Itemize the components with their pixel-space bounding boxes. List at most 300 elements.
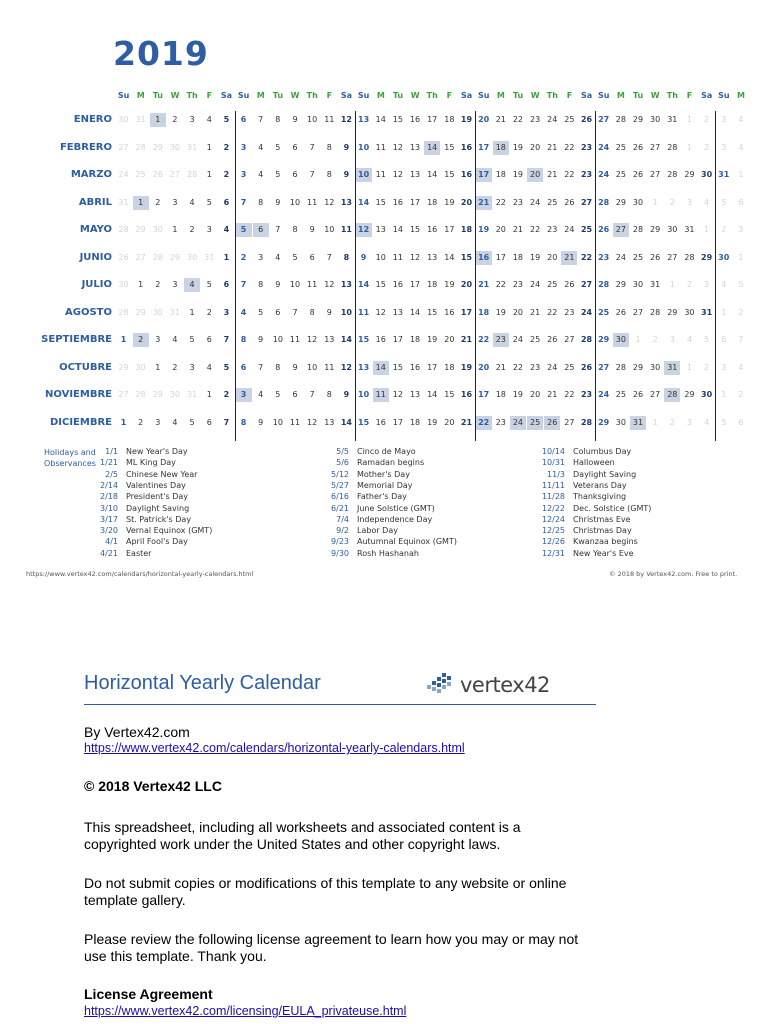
calendar-day: 3 [240,142,247,152]
weekday-header: M [376,91,385,100]
calendar-day-adjacent: 30 [118,280,129,289]
footer-url[interactable]: https://www.vertex42.com/calendars/horizontal-yearly-calendars.html [26,570,254,578]
calendar-day: 31 [701,307,713,317]
calendar-day: 23 [598,252,610,262]
calendar-day: 15 [375,197,386,207]
calendar-day-adjacent: 31 [118,197,129,207]
month-label: DICIEMBRE [49,416,112,428]
calendar-day: 15 [375,280,386,289]
calendar-day: 26 [564,197,575,207]
calendar-day: 18 [460,225,473,234]
calendar-day-adjacent: 2 [738,307,744,317]
holiday-item [317,525,398,536]
calendar-day: 14 [373,361,389,375]
holiday-item [317,548,419,559]
calendar-day: 15 [392,115,403,124]
calendar-day: 1 [120,335,127,344]
holiday-name: Easter [126,548,152,558]
calendar-day-adjacent: 28 [135,142,146,152]
holiday-item [533,514,631,525]
calendar-day: 7 [223,417,230,427]
calendar-day: 25 [527,416,543,430]
calendar-day: 21 [561,251,577,265]
calendar-day: 16 [444,307,455,317]
calendar-day: 4 [240,307,247,317]
calendar-day: 31 [684,225,695,234]
holiday-item [533,548,634,559]
calendar-day: 6 [275,307,281,317]
holiday-name: Veterans Day [573,480,627,490]
calendar-day-adjacent: 27 [135,252,146,262]
calendar-day: 9 [292,362,298,372]
weekday-header: Tu [512,91,524,100]
calendar-day: 17 [460,307,473,317]
calendar-day-adjacent: 6 [738,197,744,207]
holiday-date: 5/27 [331,480,349,490]
calendar-year: 2019 [113,34,209,73]
calendar-day: 28 [664,388,680,402]
calendar-day-adjacent: 29 [118,362,129,372]
calendar-day: 20 [460,197,473,207]
holiday-name: Memorial Day [357,480,413,490]
vertex42-logo [427,669,550,701]
holiday-name: President's Day [126,492,189,502]
calendar-day: 6 [253,223,269,237]
calendar-day: 9 [343,142,350,152]
calendar-day: 15 [427,307,438,317]
calendar-day-adjacent: 1 [721,390,727,399]
calendar-day: 8 [292,225,298,234]
calendar-day: 16 [427,225,438,234]
calendar-day: 22 [495,197,506,207]
calendar-day: 26 [632,390,644,399]
calendar-day: 2 [223,390,230,399]
calendar-day: 3 [223,307,230,317]
calendar-day-adjacent: 3 [721,142,727,152]
calendar-day-adjacent: 1 [652,197,658,207]
holiday-name: Valentines Day [126,480,186,490]
month-label: NOVIEMBRE [45,389,112,400]
calendar-day: 21 [530,307,541,317]
calendar-day: 1 [155,362,161,372]
holiday-item [533,469,636,480]
license-link[interactable]: https://www.vertex42.com/licensing/EULA_privateuse.html [84,1004,407,1018]
calendar-day: 13 [409,390,421,399]
calendar-day: 29 [684,170,695,179]
calendar-day: 4 [258,390,264,399]
calendar-day: 5 [275,390,281,399]
calendar-day: 6 [223,280,230,289]
calendar-day-adjacent: 28 [152,252,163,262]
calendar-day: 17 [478,390,490,399]
calendar-day: 12 [356,223,372,237]
calendar-day-adjacent: 1 [686,115,692,124]
calendar-day: 10 [289,197,301,207]
calendar-day: 1 [120,417,127,427]
weekday-header: W [170,91,180,100]
holiday-date: 1/1 [105,447,118,456]
calendar-day: 17 [427,115,438,124]
calendar-day: 8 [326,390,332,399]
calendar-day: 12 [307,335,318,344]
holiday-item [86,525,212,536]
holiday-name: Cinco de Mayo [357,447,416,456]
info-paragraph-1: This spreadsheet, including all worksheets and associated content is a copyrighted work under the United States and other copyright laws. [84,819,521,852]
month-label: JUNIO [79,251,112,263]
weekday-header: Tu [152,91,163,100]
holiday-name: Thanksgiving [573,492,627,502]
holiday-date: 2/18 [100,492,118,502]
calendar-day: 1 [138,280,144,289]
calendar-day: 11 [307,197,318,207]
holiday-item [317,491,407,502]
weekday-header: Tu [392,91,404,100]
calendar-day: 30 [718,252,730,262]
holidays-title: Holidays and Observances [44,448,96,468]
calendar-day-adjacent: 28 [118,307,129,317]
calendar-day-adjacent: 25 [135,170,146,179]
calendar-day: 30 [667,225,678,234]
month-label: MAYO [79,224,112,235]
calendar-day-adjacent: 30 [152,307,163,317]
calendar-day: 11 [324,362,335,372]
holiday-name: Rosh Hashanah [357,548,419,558]
calendar-day: 26 [564,280,575,289]
calendar-day: 20 [530,142,541,152]
calendar-day: 23 [547,225,558,234]
holiday-name: Father's Day [357,492,407,502]
calendar-day: 31 [630,416,646,430]
calendar-day-adjacent: 1 [686,362,692,372]
calendar-day: 20 [444,417,455,427]
calendar-day: 28 [580,335,593,344]
weekday-header: F [686,91,693,100]
calendar-day: 18 [409,335,421,344]
calendar-day: 24 [615,252,626,262]
calendar-day: 19 [512,170,524,179]
month-label: ENERO [73,114,112,125]
weekday-header: Sa [340,91,353,100]
calendar-day: 8 [343,252,350,262]
holiday-name: New Year's Day [126,447,188,456]
holiday-name: New Year's Eve [573,548,634,558]
holiday-date: 5/6 [336,458,349,468]
calendar-day: 4 [258,170,264,179]
holiday-date: 5/5 [336,447,349,456]
calendar-day: 2 [138,417,144,427]
calendar-day: 4 [258,142,264,152]
calendar-day: 3 [189,362,195,372]
calendar-day: 26 [580,362,593,372]
calendar-day-adjacent: 31 [187,142,198,152]
calendar-day: 24 [530,197,541,207]
weekday-header: Su [117,91,130,100]
calendar-day: 15 [358,417,370,427]
calendar-day: 13 [324,335,335,344]
calendar-day-adjacent: 1 [721,307,727,317]
calendar-day: 2 [206,307,212,317]
calendar-day: 14 [358,280,370,289]
calendar-day: 28 [667,142,678,152]
calendar-day-adjacent: 31 [135,115,146,124]
holiday-item [86,457,176,468]
holiday-date: 11/28 [541,492,565,502]
calendar-day: 2 [240,252,247,262]
calendar-day-adjacent: 6 [738,417,744,427]
calendar-day: 6 [292,390,298,399]
calendar-day: 10 [356,168,372,182]
calendar-day: 13 [358,115,370,124]
calendar-day: 12 [409,252,421,262]
calendar-day: 10 [358,390,370,399]
calendar-day: 16 [375,417,386,427]
calendar-day: 2 [223,170,230,179]
holiday-date: 7/4 [336,514,349,524]
calendar-day: 23 [530,115,541,124]
calendar-day: 27 [613,223,629,237]
calendar-day: 18 [495,170,506,179]
holiday-item [317,503,435,514]
calendar-day: 16 [409,362,421,372]
info-link[interactable]: https://www.vertex42.com/calendars/horizontal-yearly-calendars.html [84,741,465,755]
calendar-day-adjacent: 3 [686,197,692,207]
weekday-header: W [530,91,540,100]
calendar-day: 7 [309,390,315,399]
weekday-header: Su [598,91,610,100]
calendar-day: 9 [275,197,281,207]
holiday-date: 3/10 [100,503,118,513]
calendar-day: 31 [718,170,730,179]
holiday-date: 10/14 [541,447,565,456]
holiday-name: Ramadan begins [357,458,425,468]
month-label: JULIO [81,279,112,290]
holiday-date: 12/31 [541,548,565,558]
calendar-day: 28 [598,280,610,289]
calendar-day: 1 [206,170,212,179]
holiday-item [533,480,627,491]
calendar-day-adjacent: 2 [704,142,710,152]
calendar-day: 5 [292,252,298,262]
calendar-day-adjacent: 1 [686,142,692,152]
holiday-date: 10/31 [541,458,565,468]
calendar-day: 24 [547,115,558,124]
calendar-day: 5 [236,223,252,237]
calendar-day: 18 [493,141,509,155]
holiday-name: St. Patrick's Day [126,514,192,524]
calendar-day: 12 [340,362,352,372]
calendar-day: 18 [495,390,506,399]
calendar-day: 6 [240,362,247,372]
holiday-item [317,457,424,468]
calendar-day: 5 [223,115,230,124]
calendar-day: 17 [392,335,403,344]
calendar-day: 20 [495,225,506,234]
calendar-day: 25 [564,362,575,372]
calendar-day-adjacent: 31 [169,307,181,317]
calendar-day: 25 [632,252,644,262]
calendar-day-adjacent: 4 [738,362,744,372]
calendar-day: 2 [133,333,149,347]
calendar-day: 20 [512,307,524,317]
calendar-day: 11 [340,225,352,234]
calendar-day: 29 [632,115,644,124]
calendar-day: 29 [650,225,661,234]
holiday-date: 11/11 [541,480,565,490]
calendar-day: 12 [375,307,386,317]
calendar-day: 14 [444,252,455,262]
calendar-day-adjacent: 29 [152,142,163,152]
calendar-day: 16 [460,390,473,399]
calendar-day: 27 [667,252,678,262]
calendar-day: 3 [240,170,247,179]
calendar-day: 26 [650,252,661,262]
calendar-day: 11 [392,252,403,262]
holiday-name: Daylight Saving [126,503,190,513]
calendar-day: 23 [580,390,593,399]
calendar-day-adjacent: 27 [118,390,129,399]
calendar-day: 19 [512,142,524,152]
calendar-day: 20 [547,252,558,262]
calendar-day: 18 [512,252,524,262]
calendar-day: 24 [580,307,593,317]
calendar-day: 26 [547,335,558,344]
calendar-day: 4 [189,197,195,207]
holiday-item [86,548,151,559]
calendar-day: 18 [478,307,490,317]
calendar-day: 13 [358,362,370,372]
calendar-day-adjacent: 2 [704,115,710,124]
month-label: AGOSTO [65,306,112,318]
calendar-day-adjacent: 29 [135,225,146,234]
calendar-day-adjacent: 4 [704,417,710,427]
calendar-day: 17 [409,280,421,289]
calendar-day: 24 [598,390,610,399]
calendar-day: 19 [427,417,438,427]
weekday-header: Su [237,91,250,100]
weekday-header: Sa [220,91,233,100]
calendar-day: 15 [460,252,473,262]
calendar-day: 2 [155,197,161,207]
calendar-day: 20 [444,335,455,344]
calendar-day: 22 [495,280,506,289]
holiday-name: Labor Day [357,526,398,536]
calendar-day: 30 [684,307,695,317]
calendar-day: 19 [460,115,473,124]
holiday-item [86,503,189,514]
calendar-day: 17 [478,142,490,152]
holiday-date: 12/26 [541,537,565,547]
calendar-day: 15 [444,170,455,179]
calendar-day: 1 [172,225,178,234]
calendar-day: 27 [598,115,610,124]
calendar-day: 7 [309,142,315,152]
calendar-day: 17 [476,168,492,182]
calendar-day: 1 [133,196,149,210]
calendar-day: 5 [189,335,195,344]
calendar-day-adjacent: 2 [669,417,675,427]
calendar-day-adjacent: 2 [652,335,658,344]
calendar-day-adjacent: 2 [704,362,710,372]
calendar-day-adjacent: 28 [187,170,198,179]
calendar-day: 30 [701,390,713,399]
calendar-day-adjacent: 2 [721,225,727,234]
calendar-day: 25 [615,142,626,152]
calendar-day: 30 [632,280,644,289]
calendar-day: 14 [427,390,438,399]
holiday-item [317,514,432,525]
calendar-day: 8 [309,307,315,317]
calendar-day: 19 [444,197,455,207]
calendar-day: 1 [150,113,166,127]
calendar-day: 24 [564,225,575,234]
calendar-day: 23 [580,142,593,152]
calendar-day: 30 [650,362,661,372]
calendar-day: 6 [206,417,212,427]
calendar-day: 25 [615,390,626,399]
calendar-day: 19 [427,335,438,344]
info-paragraph-3: Please review the following license agreement to learn how you may or may not use this template. Thank you. [84,931,579,964]
calendar-day: 10 [289,280,301,289]
calendar-day: 19 [495,307,506,317]
calendar-day-adjacent: 28 [135,390,146,399]
calendar-day: 21 [460,417,473,427]
calendar-day: 5 [275,142,281,152]
holiday-item [86,536,188,547]
calendar-day: 22 [512,362,524,372]
holiday-item [317,469,410,480]
calendar-day: 30 [650,115,661,124]
calendar-day: 29 [615,197,626,207]
calendar-day-adjacent: 5 [738,280,744,289]
holiday-item [86,469,197,480]
weekday-header: Th [546,91,558,100]
calendar-day: 26 [615,307,626,317]
holiday-name: Independence Day [357,514,433,524]
calendar-day: 23 [564,307,575,317]
calendar-day: 5 [189,417,195,427]
calendar-day: 16 [392,280,403,289]
calendar-day: 3 [189,115,195,124]
calendar-day-adjacent: 5 [721,197,727,207]
calendar-day: 27 [564,335,575,344]
calendar-day: 18 [444,115,455,124]
calendar-day: 20 [527,168,543,182]
weekday-header: Th [306,91,318,100]
calendar-day-adjacent: 4 [738,115,744,124]
calendar-day: 11 [289,335,301,344]
calendar-day: 8 [240,417,247,427]
calendar-day: 2 [172,115,178,124]
calendar-day: 21 [460,335,473,344]
holiday-name: April Fool's Day [126,537,188,547]
calendar-day: 12 [392,170,403,179]
calendar-day: 8 [326,170,332,179]
holiday-date: 9/2 [336,526,349,536]
holiday-item [317,536,457,547]
calendar-day: 10 [340,307,352,317]
holiday-name: Christmas Eve [573,514,631,524]
month-label: ABRIL [78,196,112,208]
calendar-day: 7 [223,335,230,344]
calendar-day: 28 [684,252,695,262]
calendar-day: 9 [343,390,350,399]
weekday-header: M [736,91,745,100]
calendar-day: 1 [223,252,230,262]
calendar-day: 22 [512,115,524,124]
calendar-day: 13 [409,142,421,152]
weekday-header: Su [718,91,730,100]
calendar-day: 19 [530,252,541,262]
